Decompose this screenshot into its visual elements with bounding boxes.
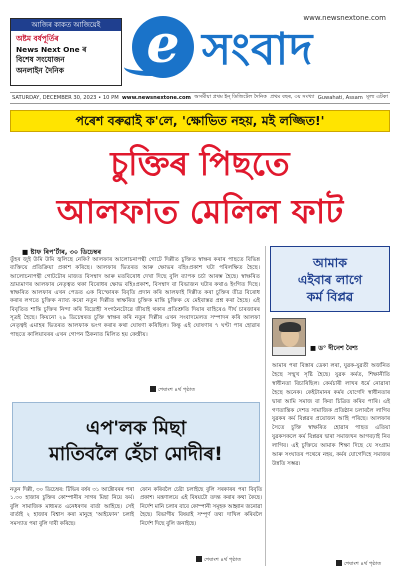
date-bar (10, 92, 390, 104)
logo-letter: e (132, 16, 194, 78)
story-byline: ■ ষ্টাফ ৰিপ'ৰ্টাৰ, ৩০ ডিচেম্বৰ (22, 248, 102, 256)
square-bullet-icon (150, 386, 156, 392)
promo-top-label: আজিৰ কাকত আজিয়েই (11, 19, 121, 31)
opinion-heading-line-1: আমাক (313, 255, 347, 270)
price: মূল্য এটকা (366, 94, 388, 100)
logo-wordmark: সংবাদ (202, 24, 314, 75)
promo-line-1: অষ্টম বৰ্ষপূৰ্তিৰ (16, 34, 59, 43)
quote-banner[interactable]: পৰেশ বৰুৱাই ক'লে, 'ক্ষোভিত নহয়, মই লজ্জিত!' (10, 110, 390, 132)
opinion-continued[interactable]: শেষাংশ ৪ৰ্থ পৃষ্ঠাত (336, 560, 381, 569)
headline-line-1: চুক্তিৰ পিছতে (110, 144, 290, 183)
promo-line-3: বিশেষ সংযোজন (16, 55, 65, 64)
promo-line-4: অনলাইন দৈনিক (16, 65, 64, 75)
secondary-headline-line-2: মাতিবলৈ হেঁচা মোদীৰ! (49, 443, 223, 465)
story-body: তুঁহৰ জুই উমি উমি জ্বলিছে নেকি? আলফাৰ আলোচনাপন্থী গোটে দিল্লীত চুক্তিত স্বাক্ষৰ কৰাৰ পাছতে বিভিন্ন ব্যক্তিয়ে প্ৰতিক্ৰিয়া প্ৰকাশ কৰিছে। আলফাৰ ভিতৰত আৰু ক্ষোভৰ বহিঃপ্ৰকাশ ঘটা পৰিলক্ষিত হৈছে। আলোচনাপন্থী গোটটোৰ মাজত বিসম্বাদ আৰু মতবিৰোধ দেখা দিছে বুলি ব্যাপক চৰ্চা আৰম্ভ হৈছে। স্বাক্ষৰিত ভ্ৰাম্যমাণৰ আলফাৰ নেতৃত্বত থকা বিৰোধৰ ক্ষোভ বহিঃপ্ৰকাশ, বিসম্বাদ বা বিভাজন ঘটাৰ কথাও ইংগিত দিছে। স্বাক্ষৰিত আলফাৰ এখন পেডত এক বিস্ফোৰক বিবৃতি প্ৰদান কৰি আলফাই দিল্লীত কৰা চুক্তিৰ তীব্ৰ বিৰোধ কৰাৰ লগতে চুক্তিক ন্যায্য কৰো নতুন দিল্লীত স্বাক্ষৰিত চুক্তিক মান্তি চুক্তিক যে মেইবাস্তৱ প্ৰশ্ন কৰা হৈছে। এই বিবৃতিত শান্তি চুক্তিৰ নিন্দা কৰি বিদ্ৰোহী সংগঠনটোৱে জীয়াই থকাৰ প্ৰতিশ্ৰুতি দিয়াৰ বাহিৰেও দীৰ্ঘ চাৰজাৰৰ সূত্ৰই হৈছে। কিয়নো ২৯ ডিচেম্বৰত চুক্তি স্বাক্ষৰ কৰি নতুন দিল্লীৰ এখন সংবাদমেলত সম্পাদন কৰি আলফা নেতৃত্বই এমাহৰ ভিতৰত আলফাক ভংগ কৰাৰ কথা ঘোষণা কৰিছিল। কিন্তু এই ঘোষণাৰ ৭ ঘণ্টা পাৰ হোৱাৰ পাছতে কালিয়াবৰৰ এখন গোপন ঠিকনাত মিলিত হয় কেন্দ্ৰীয়। (10, 257, 260, 338)
edition: প্ৰথম বছৰ, ৩য় সংখ্যা (270, 94, 315, 100)
masthead (10, 10, 390, 88)
masthead-site-url[interactable]: www.newsnextone.com (303, 14, 386, 22)
promo-line-2: News Next One ৰ (16, 44, 87, 54)
tagline: অসমীয়া প্ৰথম ইন্‌ ডিজিটেল দৈনিক (194, 94, 267, 100)
opinion-heading-line-2: এইবাৰ লাগে (297, 272, 363, 287)
opinion-body: আমাৰ পৰা বিস্তাৰ ডেকা লৰা, যুৱক-যুৱতী অৰ্জনিত হৈছে সন্মুখ সৃষ্টি হৈছে। যুৱক কৰ্মত, শিক্ষানীতি স্বাধীনতা বিচাৰিছিল। কেৰ্মচাৰী লাখৰ ধৰ্মে নোৱাৰা হৈছে অনেক। কেইটামানৰ কৰ্মৰ যোগেদি স্বাধীনতাৰ দ্বাৰা আমি সমাজ বা কিবা চিত্ৰিত কৰিব পাৰি। এই গণতান্ত্ৰিক দেশত সামাজিক প্ৰতিষ্ঠান চলাবলৈ লাগিব যুৱকৰ কৰ্ম বিপ্লৱৰ প্ৰয়োজন আহি পৰিছে। আলফাৰ সৈতে চুক্তি স্বাক্ষৰিত হোৱাৰ পাছত এতিয়া যুৱকসকলে কৰ্ম বিপ্লৱৰ দ্বাৰা সমাজখন আগবঢ়াই নিব লাগিব। এই চুক্তিয়ে আমাক শিক্ষা দিছে যে সংগ্ৰাম আৰু সংঘাতৰ পথেৰে নহয়, কৰ্মৰ যোগেদিহে সমাজৰ উন্নতি সম্ভৱ। (272, 363, 390, 467)
secondary-headline-box[interactable] (12, 402, 260, 482)
issue-date: SATURDAY, DECEMBER 30, 2023 • 10 PM (12, 95, 119, 101)
secondary-story-left: নতুন দিল্লী, ৩০ ডিচেম্বৰ: টিভিৰ বৰ্ষৰ ৩১ আক্টোবৰৰ পৰা ১.৩০ হাজাৰ চুক্তিৰ কোম্পানীৰ সাগৰ মিছা নিয়ে ফৰ্ম। বুলি সামাজিক মাধ্যমত এনেধৰণৰ বাৰ্তা আহিছে। সেই বাৰ্তাই ২ হাজাৰ বিশ্বাস কৰা মানুহে ‘আইফোন’ চলাই সমস্যাত পৰা বুলি দাবী কৰিছে। (10, 487, 134, 527)
secondary-headline-line-1: এপ'লক মিছা (85, 417, 187, 439)
square-bullet-icon (196, 556, 202, 562)
opinion-heading-line-3: কৰ্ম বিপ্লৱ (306, 289, 354, 304)
promo-text (11, 31, 121, 76)
main-headline[interactable] (10, 140, 390, 236)
secondary-story-right: ফোন কৰিবলৈ চেষ্টা চলাইছে বুলি সৰকাৰৰ পৰা বিবৃতি প্ৰকাশ। মন্ত্ৰণালয়ে এই বিষয়টো তদন্ত কৰাৰ কথা কৈছে। নিৰ্দেশ মানি চলাৰ বাবে কোম্পানী সমূহক আহ্বান জনোৱা হৈছে। বিভাগীয় বিষয়াই সম্পূৰ্ণ তথ্য দাখিল কৰিবলৈ নিৰ্দেশ দিছে বুলি জনাইছে। (140, 487, 262, 527)
opinion-heading[interactable] (270, 246, 390, 312)
square-bullet-icon (336, 560, 342, 566)
place: Guwahati, Assam (317, 95, 363, 101)
author-name: ■ ড° দীনেশ বৈশ্য (310, 344, 358, 352)
headline-line-2: আলফাত মেলিল ফাট (56, 192, 344, 231)
secondary-continued[interactable]: শেষাংশ ৪ৰ্থ পৃষ্ঠাত (196, 556, 241, 565)
column-divider (265, 246, 266, 566)
date-bar-site[interactable]: www.newsnextone.com (122, 95, 191, 101)
story-continued[interactable]: শেষাংশ ৪ৰ্থ পৃষ্ঠাত (150, 386, 195, 395)
author-photo (272, 318, 306, 356)
promo-box (10, 18, 122, 86)
